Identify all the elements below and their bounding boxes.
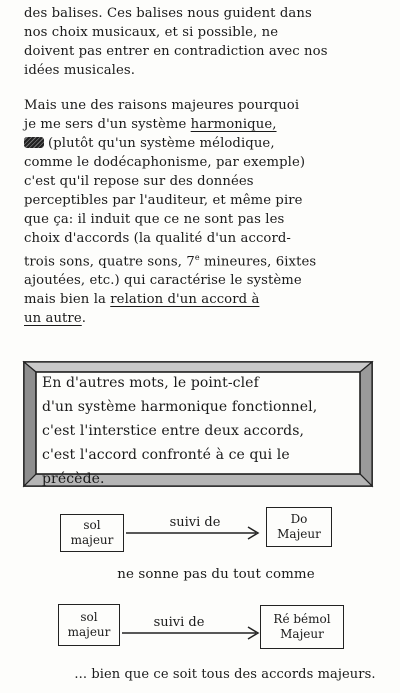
underlined-phrase: un autre — [24, 311, 82, 327]
intro-paragraph — [24, 4, 396, 80]
text-line: précède. — [42, 471, 105, 487]
text-line: perceptibles par l'auditeur, et même pire — [24, 193, 303, 208]
text-line: Mais une des raisons majeures pourquoi — [24, 98, 300, 113]
chord-box-sol-majeur — [58, 604, 120, 646]
text-line: des balises. Ces balises nous guident dans — [24, 6, 312, 21]
text-line: nos choix musicaux, et si possible, ne — [24, 25, 279, 40]
text-line: comme le dodécaphonisme, par exemple) — [24, 155, 306, 170]
chord-name: sol — [83, 518, 101, 532]
chord-quality: Majeur — [280, 627, 324, 641]
box-text — [42, 371, 360, 491]
text-fragment: . — [81, 311, 87, 327]
arrow-label: suivi de — [153, 615, 205, 630]
text-line: En d'autres mots, le point-clef — [42, 375, 259, 391]
text-fragment: mais bien la — [24, 292, 111, 308]
arrow-label: suivi de — [169, 515, 221, 530]
text-line: c'est l'interstice entre deux accords, — [42, 423, 305, 439]
text-fragment: mineures, 6ixtes — [199, 254, 317, 270]
superscript: e — [194, 253, 200, 262]
text-line: doivent pas entrer en contradiction avec nos — [24, 44, 328, 59]
text-line: que ça: il induit que ce ne sont pas les — [24, 212, 285, 227]
text-fragment: je me sers d'un système — [24, 117, 191, 132]
chord-name: sol — [80, 610, 98, 624]
text-line — [24, 134, 396, 153]
chord-name: Do — [290, 512, 308, 526]
text-line — [24, 248, 396, 271]
chord-name: Ré bémol — [273, 612, 331, 626]
closing-text: ... bien que ce soit tous des accords majeurs. — [74, 667, 376, 682]
text-line: c'est l'accord confronté à ce qui le — [42, 447, 290, 463]
right-arrow-icon — [120, 626, 260, 640]
main-paragraph — [24, 96, 396, 328]
text-fragment: (plutôt qu'un système mélodique, — [48, 136, 275, 151]
text-line: d'un système harmonique fonctionnel, — [42, 399, 318, 415]
chord-quality: majeur — [67, 625, 111, 639]
text-line — [24, 309, 396, 328]
chord-box-do-majeur — [266, 507, 332, 547]
text-line: c'est qu'il repose sur des données — [24, 174, 254, 189]
chord-quality: majeur — [70, 533, 114, 547]
underlined-phrase: relation d'un accord à — [110, 292, 260, 308]
text-line: idées musicales. — [24, 63, 136, 78]
text-line — [24, 290, 396, 309]
text-line: ajoutées, etc.) qui caractérise le système — [24, 273, 302, 289]
text-line — [24, 115, 396, 134]
underlined-term: harmonique, — [190, 117, 277, 132]
crossed-out-scribble — [24, 137, 44, 148]
comparison-text: ne sonne pas du tout comme — [117, 567, 315, 582]
chord-box-re-bemol-majeur — [260, 605, 344, 649]
text-fragment: trois sons, quatre sons, 7 — [24, 254, 195, 270]
chord-quality: Majeur — [277, 527, 321, 541]
right-arrow-icon — [124, 524, 266, 538]
text-line: choix d'accords (la qualité d'un accord- — [24, 231, 291, 246]
chord-box-sol-majeur — [60, 514, 124, 552]
